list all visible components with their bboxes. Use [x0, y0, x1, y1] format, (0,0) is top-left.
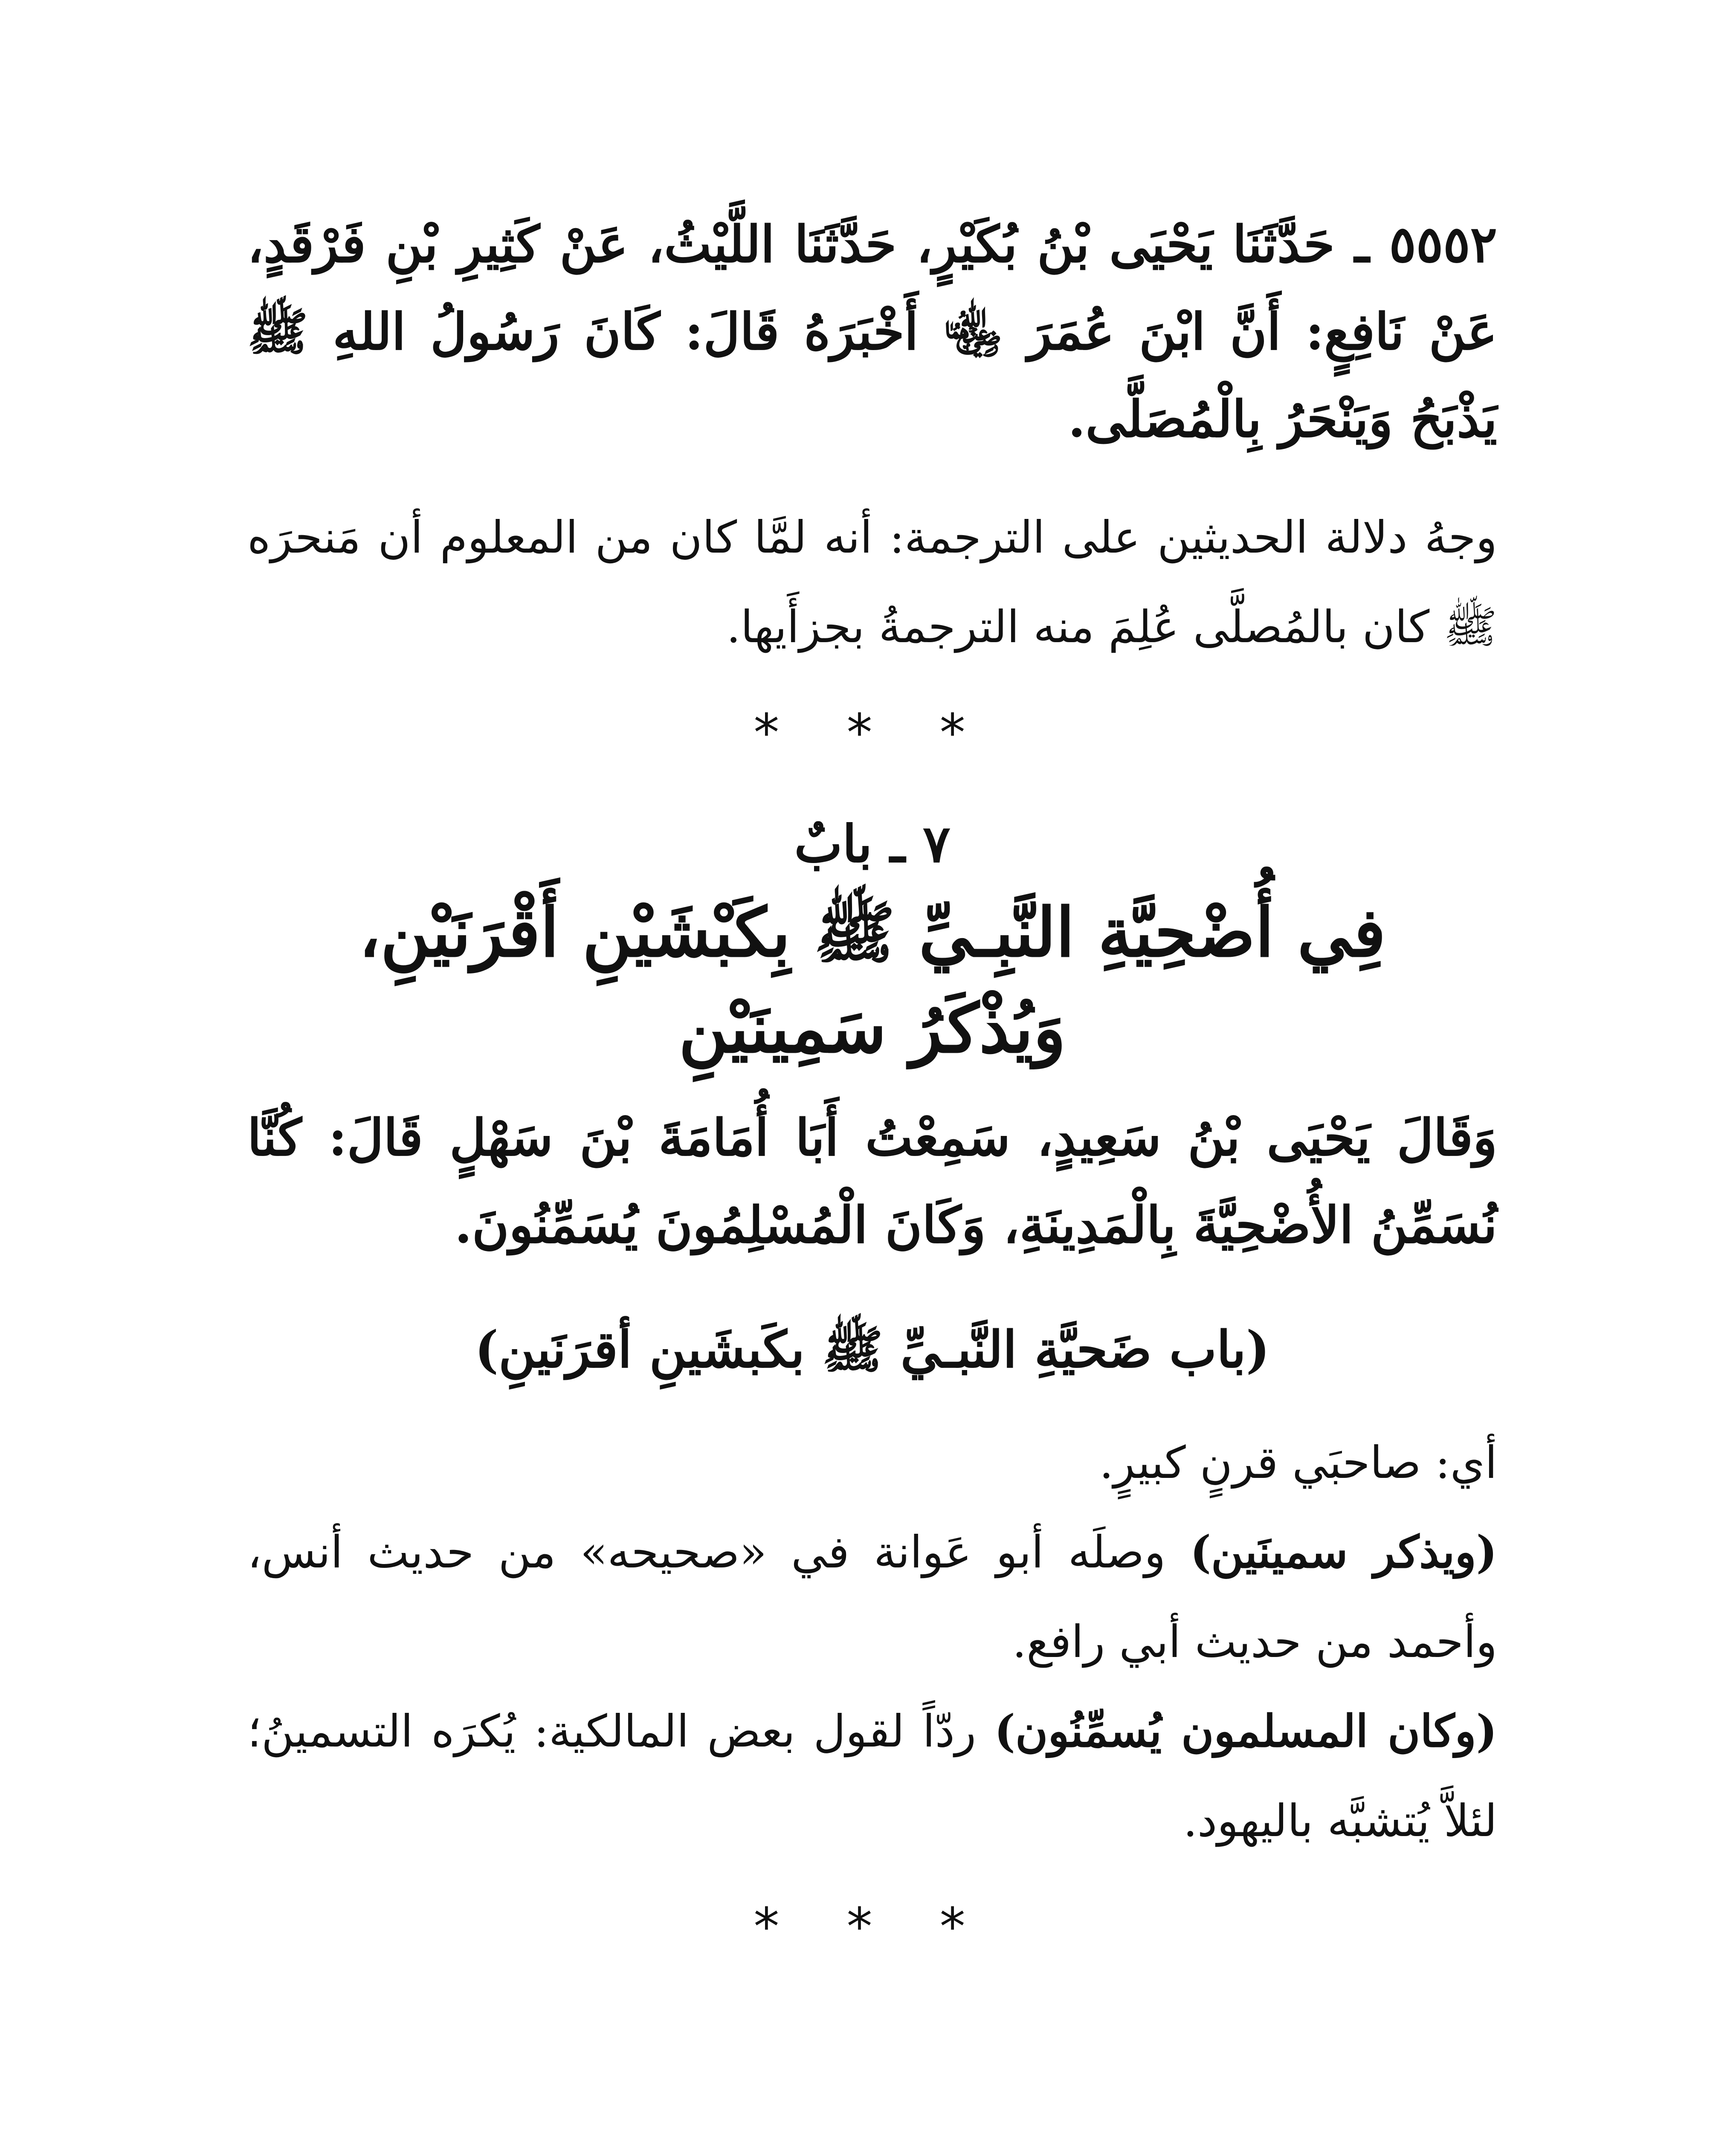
commentary-text: وصلَه أبو عَوانة في «صحيحه» من حديث أنس، وأحمد من حديث أبي رافع.: [247, 1526, 1497, 1668]
hadith-5552: ٥٥٥٢ ـ حَدَّثَنَا يَحْيَى بْنُ بُكَيْرٍ، حَدَّثَنَا اللَّيْثُ، عَنْ كَثِيرِ بْنِ فَرْقَدٍ، عَنْ نَافِعٍ: أَنَّ ابْنَ عُمَرَ ﵄ أَخْبَرَهُ قَالَ: كَانَ رَسُولُ اللهِ ﷺ يَذْبَحُ وَيَنْحَرُ بِالْمُصَلَّى.: [247, 214, 1497, 449]
hadith-mualaq: وَقَالَ يَحْيَى بْنُ سَعِيدٍ، سَمِعْتُ أَبَا أُمَامَةَ بْنَ سَهْلٍ قَالَ: كُنَّا نُسَمِّنُ الأُضْحِيَّةَ بِالْمَدِينَةِ، وَكَانَ الْمُسْلِمُونَ يُسَمِّنُونَ.: [247, 1108, 1497, 1254]
commentary-sub-heading: (باب ضَحيَّةِ النَّبـيِّ ﷺ بكَبشَينِ أقرَنَينِ): [475, 1320, 1270, 1379]
quoted-phrase: (ويذكر سمينَين): [1190, 1526, 1497, 1578]
section-separator: * * *: [754, 1897, 991, 1957]
spacer: [247, 463, 1497, 492]
section-separator: * * *: [754, 704, 991, 763]
chapter-title-line-2: وَيُذْكَرُ سَمِينَيْنِ: [678, 989, 1066, 1068]
page-content: [247, 200, 1497, 1998]
chapter-title-line-1: فِي أُضْحِيَّةِ النَّبِـيِّ ﷺ بِكَبْشَيْنِ أَقْرَنَيْنِ،: [359, 893, 1386, 972]
chapter-number: ٧ ـ بابٌ: [794, 814, 951, 874]
commentary-p2: [247, 1507, 1497, 1686]
commentary-p1: أي: صاحبَي قرنٍ كبيرٍ.: [1099, 1437, 1497, 1489]
chapter-title: [247, 885, 1497, 1077]
commentary-p3: [247, 1686, 1497, 1866]
quoted-phrase: (وكان المسلمون يُسمِّنُون): [994, 1705, 1497, 1757]
commentary-paragraph: وجهُ دلالة الحديثين على الترجمة: أنه لمَّا كان من المعلوم أن مَنحرَه ﷺ كان بالمُصلَّى عُلِمَ منه الترجمةُ بجزأَيها.: [247, 511, 1497, 653]
commentary-text: ردّاً لقول بعض المالكية: يُكرَه التسمينُ؛ لئلاَّ يُتشبَّه باليهود.: [247, 1705, 1497, 1847]
